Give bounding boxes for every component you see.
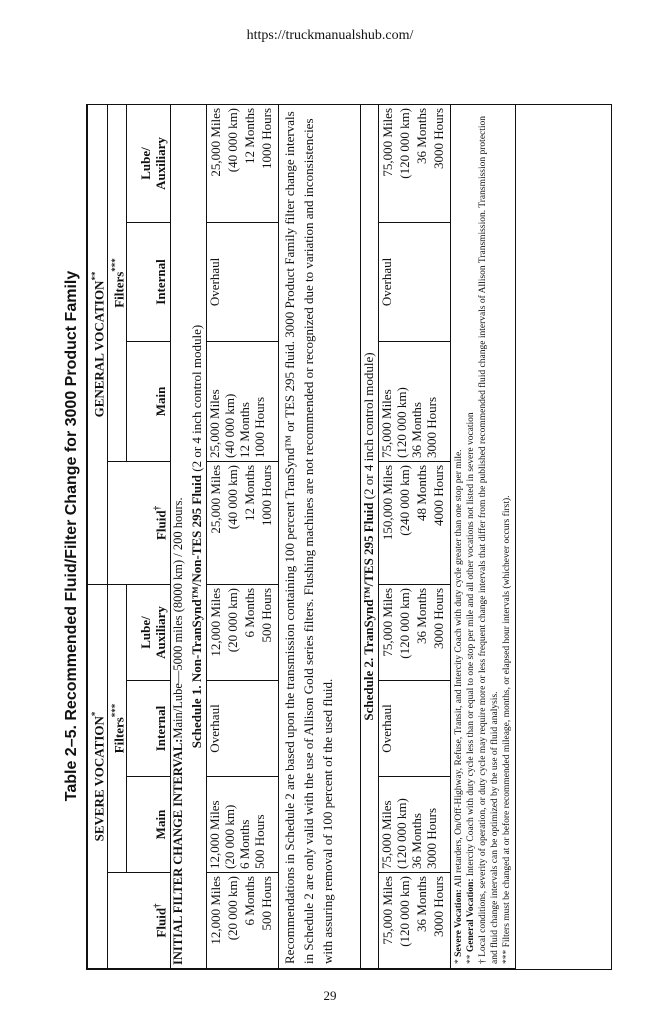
severe-vocation-header: SEVERE VOCATION*: [88, 584, 108, 968]
s2-general-lube: 75,000 Miles (120 000 km) 36 Months 3000 Hours: [379, 104, 451, 222]
general-filters-header: Filters***: [108, 104, 127, 461]
s2-general-fluid: 150,000 Miles (240 000 km) 48 Months 4000 Hours: [379, 461, 451, 584]
severe-fluid-header: Fluid†: [127, 873, 171, 969]
general-internal-header: Internal: [127, 222, 171, 341]
s1-general-lube: 25,000 Miles (40 000 km) 12 Months 1000 Hours: [207, 104, 279, 222]
s1-general-internal: Overhaul: [207, 222, 279, 341]
s1-severe-internal: Overhaul: [207, 681, 279, 777]
severe-filters-header: Filters***: [108, 584, 127, 872]
footnote-filters: *** Filters must be changed at or before recommended mileage, months, or elapsed hour intervals (whichever occurs first).: [502, 495, 513, 964]
source-url[interactable]: https://truckmanualshub.com/: [246, 28, 414, 43]
footnote-dagger: † Local conditions, severity of operation, or duty cycle may require more or less frequent change intervals that differ from the published recommended fluid change intervals of Allison Transmission. Transmission protection and fluid change intervals can be optimized by the use of fluid analysis.: [478, 115, 501, 964]
s2-severe-lube: 75,000 Miles (120 000 km) 36 Months 3000 Hours: [379, 584, 451, 680]
severe-main-header: Main: [127, 777, 171, 873]
table-frame: [86, 104, 612, 970]
s2-severe-internal: Overhaul: [379, 681, 451, 777]
fluid-filter-table: [87, 104, 516, 969]
s2-severe-fluid: 75,000 Miles (120 000 km) 36 Months 3000 Hours: [379, 873, 451, 969]
s1-general-main: 25,000 Miles (40 000 km) 12 Months 1000 Hours: [207, 341, 279, 461]
general-lube-header: Lube/ Auxiliary: [127, 104, 171, 222]
footnotes: [451, 104, 516, 968]
schedule-2-heading: Schedule 2. TranSynd™/TES 295 Fluid (2 or 4 inch control module): [361, 104, 379, 968]
s1-severe-lube: 12,000 Miles (20 000 km) 6 Months 500 Hours: [207, 584, 279, 680]
s2-general-main: 75,000 Miles (120 000 km) 36 Months 3000 Hours: [379, 341, 451, 461]
severe-fluid-header-top: [108, 873, 127, 969]
s1-severe-fluid: 12,000 Miles (20 000 km) 6 Months 500 Hours: [207, 873, 279, 969]
footnote-general: ** General Vocation: Intercity Coach with duty cycle less than or equal to one stop per mile and all other vocations not listed in severe vocation: [466, 412, 477, 964]
general-fluid-header: Fluid†: [127, 461, 171, 584]
severe-internal-header: Internal: [127, 681, 171, 777]
footnote-severe: * Severe Vocation: All retarders, On/Off-Highway, Refuse, Transit, and Intercity Coach with duty cycle greater than one stop per mile.: [454, 449, 465, 964]
general-vocation-header: GENERAL VOCATION**: [88, 104, 108, 584]
recommendation-note: Recommendations in Schedule 2 are based upon the transmission containing 100 percent TranSynd™ or TES 295 fluid. 3000 Product Family filter change intervals in Schedule 2 are only valid with the use of Allison Gold series filters. Flushing machines are not recommended or recognized due to variation and inconsistencies with assuring removal of 100 percent of the used fluid.: [279, 104, 361, 968]
page-number: 29: [323, 988, 337, 1003]
general-fluid-header-top: [108, 461, 127, 584]
s2-severe-main: 75,000 Miles (120 000 km) 36 Months 3000 Hours: [379, 777, 451, 873]
s1-general-fluid: 25,000 Miles (40 000 km) 12 Months 1000 Hours: [207, 461, 279, 584]
table-title: Table 2–5. Recommended Fluid/Filter Change for 3000 Product Family: [63, 270, 80, 802]
rotated-table-block: [60, 96, 620, 976]
schedule-1-heading: Schedule 1. Non-TranSynd™/Non-TES 295 Fluid (2 or 4 inch control module): [189, 104, 207, 968]
general-main-header: Main: [127, 341, 171, 461]
s2-general-internal: Overhaul: [379, 222, 451, 341]
initial-interval-row: INITIAL FILTER CHANGE INTERVAL:Main/Lube—5000 miles (8000 km) / 200 hours.: [171, 104, 189, 968]
severe-lube-header: Lube/ Auxiliary: [127, 584, 171, 680]
s1-severe-main: 12,000 Miles (20 000 km) 6 Months 500 Hours: [207, 777, 279, 873]
